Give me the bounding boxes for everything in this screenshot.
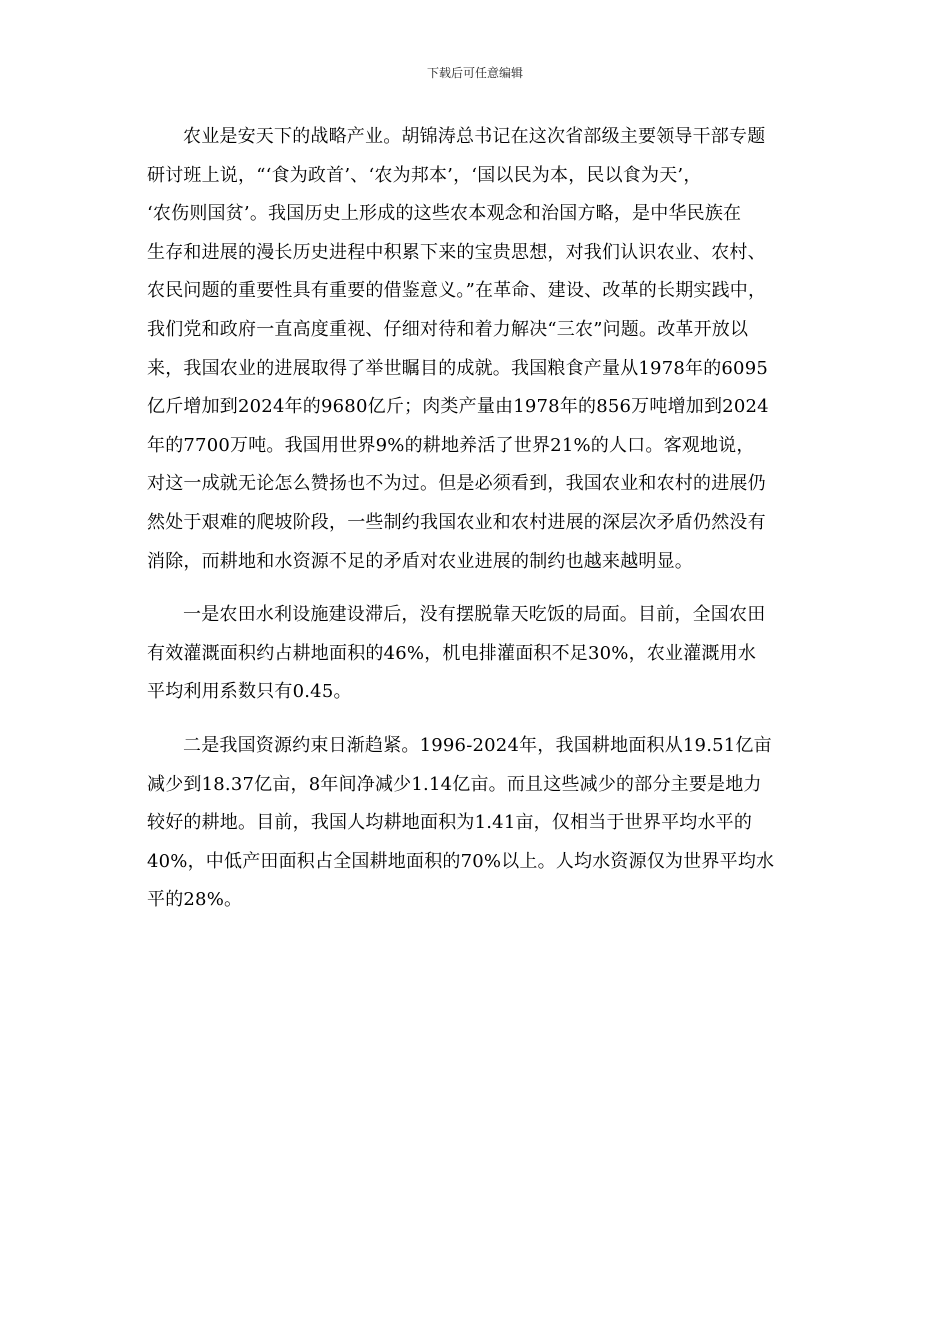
- text-line: 亿斤增加到2024年的9680亿斤；肉类产量由1978年的856万吨增加到2024: [147, 396, 769, 418]
- text-line: 减少到18.37亿亩，8年间净减少1.14亿亩。而且这些减少的部分主要是地力: [147, 773, 762, 795]
- text-line: 二是我国资源约束日渐趋紧。1996-2024年，我国耕地面积从19.51亿亩: [183, 734, 772, 756]
- text-line: 较好的耕地。目前，我国人均耕地面积为1.41亩，仅相当于世界平均水平的: [147, 812, 753, 834]
- page-header: 下载后可任意编辑: [426, 66, 523, 80]
- text-line: 然处于艰难的爬坡阶段，一些制约我国农业和农村进展的深层次矛盾仍然没有: [147, 511, 766, 533]
- text-line: 农业是安天下的战略产业。胡锦涛总书记在这次省部级主要领导干部专题: [183, 126, 766, 147]
- text-line: 研讨班上说，“‘食为政首’、‘农为邦本’，‘国以民为本，民以食为天’，: [147, 164, 702, 186]
- text-line: 平均利用系数只有0.45。: [147, 681, 352, 703]
- text-line: 来，我国农业的进展取得了举世瞩目的成就。我国粮食产量从1978年的6095: [147, 357, 769, 379]
- text-line: ‘农伤则国贫’。我国历史上形成的这些农本观念和治国方略，是中华民族在: [147, 203, 742, 225]
- text-line: 40%，中低产田面积占全国耕地面积的70%以上。人均水资源仅为世界平均水: [147, 850, 775, 872]
- document-body: [147, 118, 807, 920]
- text-line: 消除，而耕地和水资源不足的矛盾对农业进展的制约也越来越明显。: [147, 550, 693, 572]
- paragraph-resources: [147, 727, 807, 920]
- text-line: 一是农田水利设施建设滞后，没有摆脱靠天吃饭的局面。目前，全国农田: [183, 604, 766, 626]
- text-line: 我们党和政府一直高度重视、仔细对待和着力解决“三农”问题。改革开放以: [147, 318, 749, 340]
- paragraph-agriculture-strategic: [147, 118, 807, 581]
- text-line: 生存和进展的漫长历史进程中积累下来的宝贵思想，对我们认识农业、农村、: [147, 241, 766, 263]
- text-line: 农民问题的重要性具有重要的借鉴意义。”在革命、建设、改革的长期实践中，: [147, 280, 767, 302]
- text-line: 年的7700万吨。我国用世界9%的耕地养活了世界21%的人口。客观地说，: [147, 434, 755, 456]
- text-line: 对这一成就无论怎么赞扬也不为过。但是必须看到，我国农业和农村的进展仍: [147, 473, 766, 495]
- paragraph-irrigation: [147, 596, 807, 712]
- text-line: 有效灌溉面积约占耕地面积的46%，机电排灌面积不足30%，农业灌溉用水: [147, 642, 757, 664]
- text-line: 平的28%。: [147, 889, 243, 911]
